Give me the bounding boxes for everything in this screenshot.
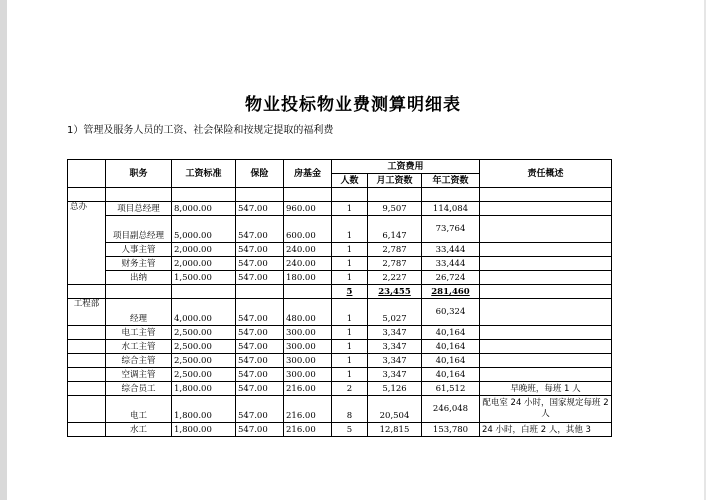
count-cell: 2 [332,382,368,396]
annual-cell: 40,164 [422,354,480,368]
position-cell: 财务主管 [106,257,172,271]
monthly-cell: 3,347 [368,340,422,354]
position-cell: 电工 [106,396,172,423]
header-monthly-wage: 月工资数 [368,174,422,188]
insurance-cell: 547.00 [236,299,284,326]
monthly-cell: 5,126 [368,382,422,396]
duty-cell [480,368,612,382]
count-cell: 1 [332,354,368,368]
count-cell: 1 [332,299,368,326]
insurance-cell: 547.00 [236,354,284,368]
duty-cell [480,216,612,243]
position-cell: 人事主管 [106,243,172,257]
header-insurance: 保险 [236,160,284,188]
header-wage-cost: 工资费用 [332,160,480,174]
count-cell: 1 [332,202,368,216]
subtotal-row [68,285,612,299]
header-housing-fund: 房基金 [284,160,332,188]
header-annual-wage: 年工资数 [422,174,480,188]
duty-cell [480,299,612,326]
duty-cell [480,326,612,340]
dept-name: 工程部 [68,299,106,326]
housing-cell: 480.00 [284,299,332,326]
housing-cell: 216.00 [284,396,332,423]
annual-cell: 114,084 [422,202,480,216]
table-row [68,396,612,423]
wage-cell: 2,500.00 [172,326,236,340]
annual-cell: 26,724 [422,271,480,285]
insurance-cell: 547.00 [236,216,284,243]
annual-cell: 33,444 [422,257,480,271]
position-cell: 空调主管 [106,368,172,382]
header-wage-standard: 工资标准 [172,160,236,188]
insurance-cell: 547.00 [236,340,284,354]
housing-cell: 300.00 [284,340,332,354]
housing-cell: 180.00 [284,271,332,285]
position-cell: 经理 [106,299,172,326]
table-row [68,326,612,340]
annual-cell: 40,164 [422,326,480,340]
monthly-cell: 2,227 [368,271,422,285]
insurance-cell: 547.00 [236,396,284,423]
monthly-cell: 9,507 [368,202,422,216]
duty-cell: 24 小时，白班 2 人，其他 3 [480,423,612,437]
annual-cell: 246,048 [422,396,480,423]
table-row [68,423,612,437]
position-cell: 项目总经理 [106,202,172,216]
table-row [68,340,612,354]
annual-cell: 73,764 [422,216,480,243]
section-subtitle: 1）管理及服务人员的工资、社会保险和按规定提取的福利费 [67,125,334,136]
subtotal-monthly: 23,455 [368,285,422,299]
count-cell: 1 [332,326,368,340]
duty-cell: 早晚班，每班 1 人 [480,382,612,396]
monthly-cell: 3,347 [368,326,422,340]
annual-cell: 40,164 [422,340,480,354]
wage-cell: 2,500.00 [172,354,236,368]
subtotal-count: 5 [332,285,368,299]
monthly-cell: 6,147 [368,216,422,243]
monthly-cell: 12,815 [368,423,422,437]
wage-cell: 1,800.00 [172,396,236,423]
wage-cell: 4,000.00 [172,299,236,326]
cost-detail-table [67,159,612,437]
position-cell: 电工主管 [106,326,172,340]
header-headcount: 人数 [332,174,368,188]
table-row [68,257,612,271]
housing-cell: 216.00 [284,423,332,437]
wage-cell: 5,000.00 [172,216,236,243]
table-row [68,243,612,257]
monthly-cell: 3,347 [368,368,422,382]
count-cell: 5 [332,423,368,437]
monthly-cell: 3,347 [368,354,422,368]
position-cell: 水工 [106,423,172,437]
duty-cell [480,354,612,368]
wage-cell: 2,000.00 [172,257,236,271]
wage-cell: 2,500.00 [172,368,236,382]
annual-cell: 60,324 [422,299,480,326]
header-position: 职务 [106,160,172,188]
count-cell: 1 [332,368,368,382]
duty-cell [480,340,612,354]
count-cell: 1 [332,271,368,285]
insurance-cell: 547.00 [236,423,284,437]
housing-cell: 600.00 [284,216,332,243]
annual-cell: 40,164 [422,368,480,382]
blank-row [68,188,612,202]
wage-cell: 1,500.00 [172,271,236,285]
position-cell: 项目副总经理 [106,216,172,243]
duty-cell [480,271,612,285]
table-row [68,216,612,243]
table-row [68,299,612,326]
duty-cell [480,257,612,271]
wage-cell: 1,800.00 [172,382,236,396]
count-cell: 8 [332,396,368,423]
annual-cell: 33,444 [422,243,480,257]
count-cell: 1 [332,340,368,354]
duty-cell: 配电室 24 小时，国家规定每班 2 人 [480,396,612,423]
monthly-cell: 5,027 [368,299,422,326]
subtotal-annual: 281,460 [422,285,480,299]
count-cell: 1 [332,257,368,271]
housing-cell: 960.00 [284,202,332,216]
insurance-cell: 547.00 [236,368,284,382]
housing-cell: 300.00 [284,368,332,382]
page-edge-left [0,0,7,500]
housing-cell: 240.00 [284,257,332,271]
table-row [68,354,612,368]
monthly-cell: 2,787 [368,243,422,257]
insurance-cell: 547.00 [236,382,284,396]
table-row [68,382,612,396]
insurance-cell: 547.00 [236,257,284,271]
wage-cell: 2,000.00 [172,243,236,257]
housing-cell: 216.00 [284,382,332,396]
wage-cell: 2,500.00 [172,340,236,354]
duty-cell [480,243,612,257]
document-title: 物业投标物业费测算明细表 [245,95,461,115]
header-dept-cell [68,160,106,188]
annual-cell: 61,512 [422,382,480,396]
monthly-cell: 2,787 [368,257,422,271]
table-row [68,271,612,285]
table-row [68,202,612,216]
housing-cell: 240.00 [284,243,332,257]
duty-cell [480,202,612,216]
wage-cell: 1,800.00 [172,423,236,437]
housing-cell: 300.00 [284,354,332,368]
position-cell: 出纳 [106,271,172,285]
wage-cell: 8,000.00 [172,202,236,216]
table-row [68,368,612,382]
count-cell: 1 [332,216,368,243]
annual-cell: 153,780 [422,423,480,437]
header-duty: 责任概述 [480,160,612,188]
housing-cell: 300.00 [284,326,332,340]
position-cell: 综合员工 [106,382,172,396]
position-cell: 综合主管 [106,354,172,368]
monthly-cell: 20,504 [368,396,422,423]
header-row-1 [68,160,612,174]
insurance-cell: 547.00 [236,271,284,285]
insurance-cell: 547.00 [236,243,284,257]
dept-name: 总办 [68,202,106,285]
insurance-cell: 547.00 [236,326,284,340]
insurance-cell: 547.00 [236,202,284,216]
position-cell: 水工主管 [106,340,172,354]
count-cell: 1 [332,243,368,257]
